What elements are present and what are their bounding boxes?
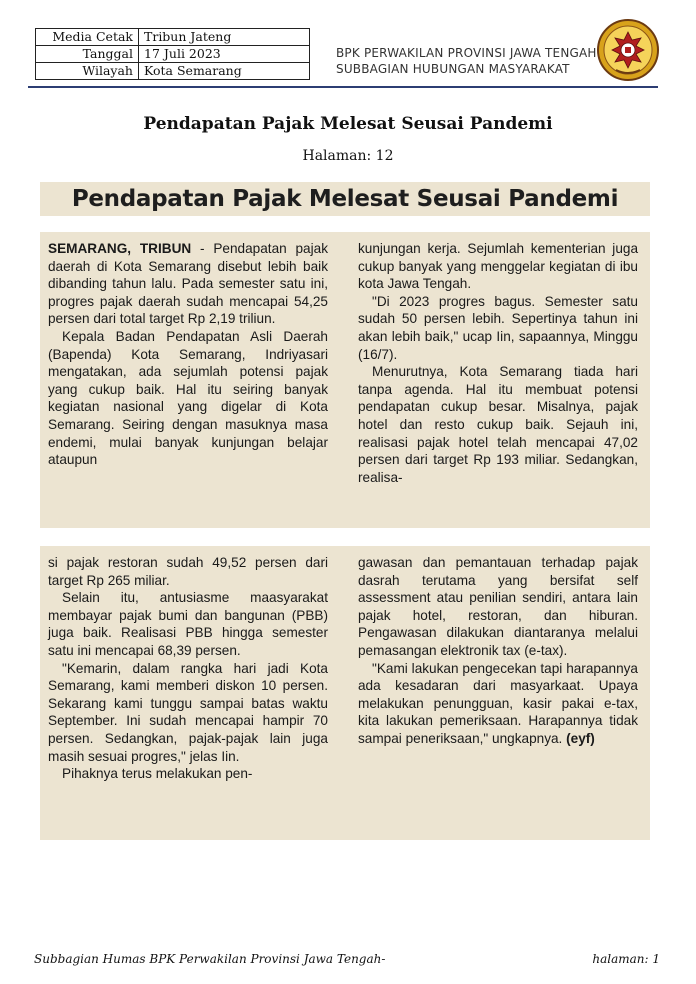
article-paragraph: Menurutnya, Kota Semarang tiada hari tanpa agenda. Hal itu membuat potensi pendapatan cukup besar. Misalnya, pajak hotel dan resto cukup baik. Sejauh ini, realisasi pajak hotel telah mencapai 47,02 persen dari target Rp 193 miliar. Sedangkan, realisa- <box>358 364 638 485</box>
region-label: Wilayah <box>36 63 139 80</box>
dateline: SEMARANG, TRIBUN <box>48 241 192 256</box>
garuda-emblem-icon <box>596 18 660 82</box>
article-text: "Kami lakukan pengecekan tapi harapannya ada kesadaran dari masyarkaat. Upaya melakukan penungguan, kasir pakai e-tax, kita lakukan pemeriksaan. Harapannya tidak sampai peneriksaan," ungkapnya. <box>358 660 638 746</box>
article-column-2 <box>358 240 638 486</box>
author-signature: (eyf) <box>566 730 595 746</box>
media-label: Media Cetak <box>36 29 139 46</box>
article-paragraph: Pihaknya terus melakukan pen- <box>62 766 253 782</box>
media-info-row <box>36 29 310 46</box>
article-paragraph: Selain itu, antusiasme maasyarakat membayar pajak bumi dan bangunan (PBB) juga baik. Realisasi PBB hingga semester satu ini mencapai 68,39 persen. <box>48 590 328 658</box>
region-info-row <box>36 63 310 80</box>
media-value: Tribun Jateng <box>139 29 310 46</box>
clipping-top-block <box>40 232 650 528</box>
article-paragraph: "Kemarin, dalam rangka hari jadi Kota Semarang, kami memberi diskon 10 persen. Sekarang kami tunggu sampai batas waktu September. Ini sudah mencapai hampir 70 persen. Sedangkan, pajak-pajak lain juga masih sesuai progres," jelas Iin. <box>48 660 328 764</box>
article-paragraph: "Di 2023 progres bagus. Semester satu sudah 50 persen lebih. Sepertinya tahun ini akan lebih baik," ucap Iin, sapaannya, Minggu (16/7). <box>358 293 638 362</box>
date-value: 17 Juli 2023 <box>139 46 310 63</box>
office-line-1: BPK PERWAKILAN PROVINSI JAWA TENGAH <box>336 46 597 60</box>
article-column-4 <box>358 554 638 748</box>
document-title: Pendapatan Pajak Melesat Seusai Pandemi <box>143 114 553 134</box>
article-column-3 <box>48 554 328 783</box>
article-paragraph: kunjungan kerja. Sejumlah kementerian juga cukup banyak yang menggelar kegiatan di ibu kota Jawa Tengah. <box>358 241 638 292</box>
article-paragraph: Kepala Badan Pendapatan Asli Daerah (Bapenda) Kota Semarang, Indriyasari mengatakan, ada sejumlah potensi pajak yang cukup baik. Hal itu seiring banyak kegiatan nasional yang digelar di Kota Semarang. Seiring dengan masuknya masa endemi, mulai banyak kunjungan belajar ataupun <box>48 328 328 468</box>
date-info-row <box>36 46 310 63</box>
footer-office: Subbagian Humas BPK Perwakilan Provinsi Jawa Tengah- <box>34 952 386 966</box>
article-paragraph: gawasan dan pemantauan terhadap pajak dasrah terutama yang bersifat self assessment atau penilian sendiri, antara lain pajak hotel, restoran, dan hiburan. Pengawasan dilakukan diantaranya melalui pemasangan elektronik tax (e-tax). <box>358 555 638 658</box>
media-info-table <box>35 28 310 80</box>
article-paragraph: si pajak restoran sudah 49,52 persen dari target Rp 265 miliar. <box>48 555 328 588</box>
article-paragraph <box>358 660 638 748</box>
clipping-headline-box <box>40 182 650 216</box>
header-divider <box>28 86 658 88</box>
article-text: - Pendapatan pajak daerah di Kota Semarang disebut lebih baik dibanding tahun lalu. Pada semester satu ini, progres pajak daerah sudah mencapai 54,25 persen dari total target Rp 2,19 triliun. <box>48 241 328 327</box>
office-line-2: SUBBAGIAN HUBUNGAN MASYARAKAT <box>336 62 570 76</box>
article-paragraph <box>48 240 328 328</box>
page-reference: Halaman: 12 <box>302 148 394 164</box>
office-name <box>336 45 597 77</box>
clipping-bottom-block <box>40 546 650 840</box>
region-value: Kota Semarang <box>139 63 310 80</box>
clipping-headline: Pendapatan Pajak Melesat Seusai Pandemi <box>71 186 619 212</box>
date-label: Tanggal <box>36 46 139 63</box>
article-column-1 <box>48 240 328 469</box>
footer-page-number: halaman: 1 <box>592 952 660 966</box>
